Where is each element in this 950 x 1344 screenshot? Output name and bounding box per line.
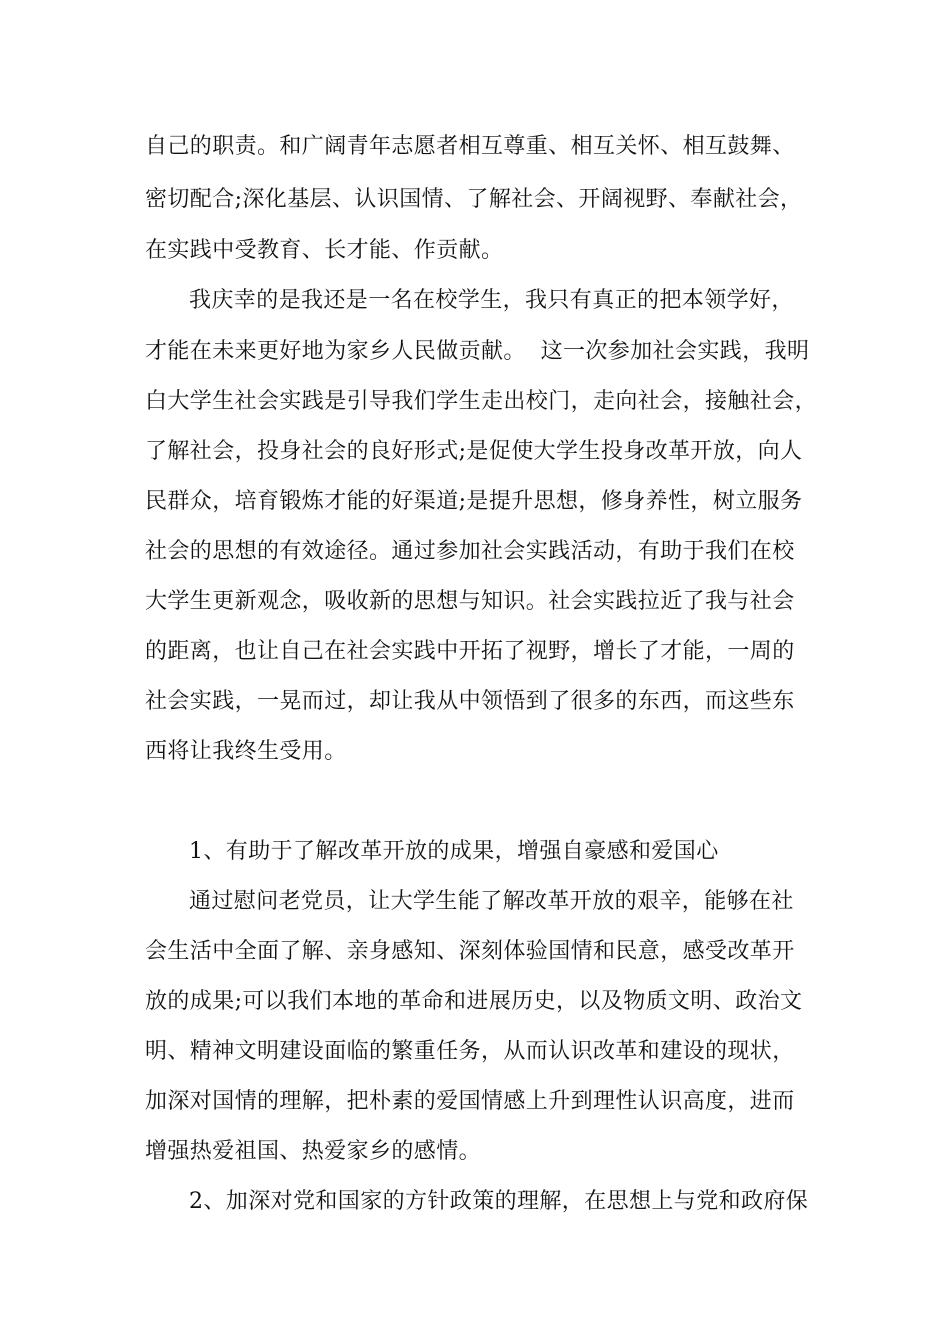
text-line: 才能在未来更好地为家乡人民做贡献。 这一次参加社会实践，我明 bbox=[145, 339, 810, 364]
text-line: 自己的职责。和广阔青年志愿者相互尊重、相互关怀、相互鼓舞、 bbox=[145, 134, 795, 159]
text-line: 社会的思想的有效途径。通过参加社会实践活动，有助于我们在校 bbox=[145, 539, 795, 564]
paragraph-first-line: 我庆幸的是我还是一名在校学生，我只有真正的把本领学好， bbox=[189, 288, 794, 313]
paragraph-first-line: 通过慰问老党员，让大学生能了解改革开放的艰辛，能够在社 bbox=[189, 889, 794, 914]
text-line: 白大学生社会实践是引导我们学生走出校门，走向社会，接触社会， bbox=[145, 389, 818, 414]
text-line: 会生活中全面了解、亲身感知、深刻体验国情和民意，感受改革开 bbox=[145, 939, 795, 964]
text-line: 民群众，培育锻炼才能的好渠道;是提升思想，修身养性，树立服务 bbox=[145, 489, 803, 514]
text-line: 大学生更新观念，吸收新的思想与知识。社会实践拉近了我与社会 bbox=[145, 589, 795, 614]
text-line: 了解社会，投身社会的良好形式;是促使大学生投身改革开放，向人 bbox=[145, 439, 803, 464]
section-heading: 1、有助于了解改革开放的成果，增强自豪感和爱国心 bbox=[189, 839, 719, 864]
section-heading: 2、加深对党和国家的方针政策的理解，在思想上与党和政府保 bbox=[189, 1189, 809, 1214]
text-line: 放的成果;可以我们本地的革命和进展历史，以及物质文明、政治文 bbox=[145, 989, 803, 1014]
text-line: 社会实践，一晃而过，却让我从中领悟到了很多的东西，而这些东 bbox=[145, 689, 795, 714]
text-line: 加深对国情的理解，把朴素的爱国情感上升到理性认识高度，进而 bbox=[145, 1089, 795, 1114]
text-line: 明、精神文明建设面临的繁重任务，从而认识改革和建设的现状， bbox=[145, 1039, 795, 1064]
text-line: 密切配合;深化基层、认识国情、了解社会、开阔视野、奉献社会， bbox=[145, 187, 803, 212]
text-line: 在实践中受教育、长才能、作贡献。 bbox=[145, 238, 504, 263]
text-line: 的距离，也让自己在社会实践中开拓了视野，增长了才能，一周的 bbox=[145, 639, 795, 664]
text-line: 增强热爱祖国、热爱家乡的感情。 bbox=[145, 1139, 482, 1164]
text-line: 西将让我终生受用。 bbox=[145, 739, 347, 764]
